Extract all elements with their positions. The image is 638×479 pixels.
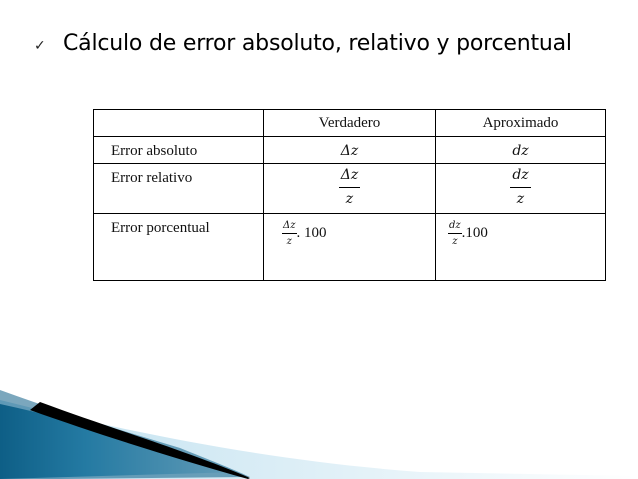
row-label-relativo: Error relativo bbox=[94, 164, 264, 214]
header-cell-verdadero: Verdadero bbox=[264, 110, 436, 137]
cell-percent-true: $\frac{\Delta z}{z}$ . 100 bbox=[264, 214, 436, 281]
table-row bbox=[94, 137, 606, 164]
header-cell-aproximado: Aproximado bbox=[436, 110, 606, 137]
fraction-percent-approx: $\frac{dz}{z}$ bbox=[449, 220, 461, 247]
table-row bbox=[94, 214, 606, 281]
row-label-absoluto: Error absoluto bbox=[94, 137, 264, 164]
error-table bbox=[93, 109, 606, 281]
fraction-relative-true: $\frac{\Delta z}{z}$ bbox=[340, 167, 359, 207]
decorative-wave-band bbox=[0, 390, 638, 479]
table-header-row bbox=[94, 110, 606, 137]
cell-percent-approx: $\frac{dz}{z}$ .100 bbox=[436, 214, 606, 281]
cell-relative-approx bbox=[436, 164, 606, 214]
table-row bbox=[94, 164, 606, 214]
header-cell-empty bbox=[94, 110, 264, 137]
cell-absolute-true: Δz bbox=[264, 137, 436, 164]
row-label-porcentual: Error porcentual bbox=[94, 214, 264, 281]
checkmark-bullet-icon: ✓ bbox=[34, 38, 46, 54]
cell-relative-true bbox=[264, 164, 436, 214]
cell-absolute-approx: dz bbox=[436, 137, 606, 164]
fraction-percent-true: $\frac{\Delta z}{z}$ bbox=[283, 220, 296, 247]
fraction-relative-approx: $\frac{dz}{z}$ bbox=[512, 167, 529, 207]
slide-title: Cálculo de error absoluto, relativo y porcentual bbox=[63, 31, 572, 56]
